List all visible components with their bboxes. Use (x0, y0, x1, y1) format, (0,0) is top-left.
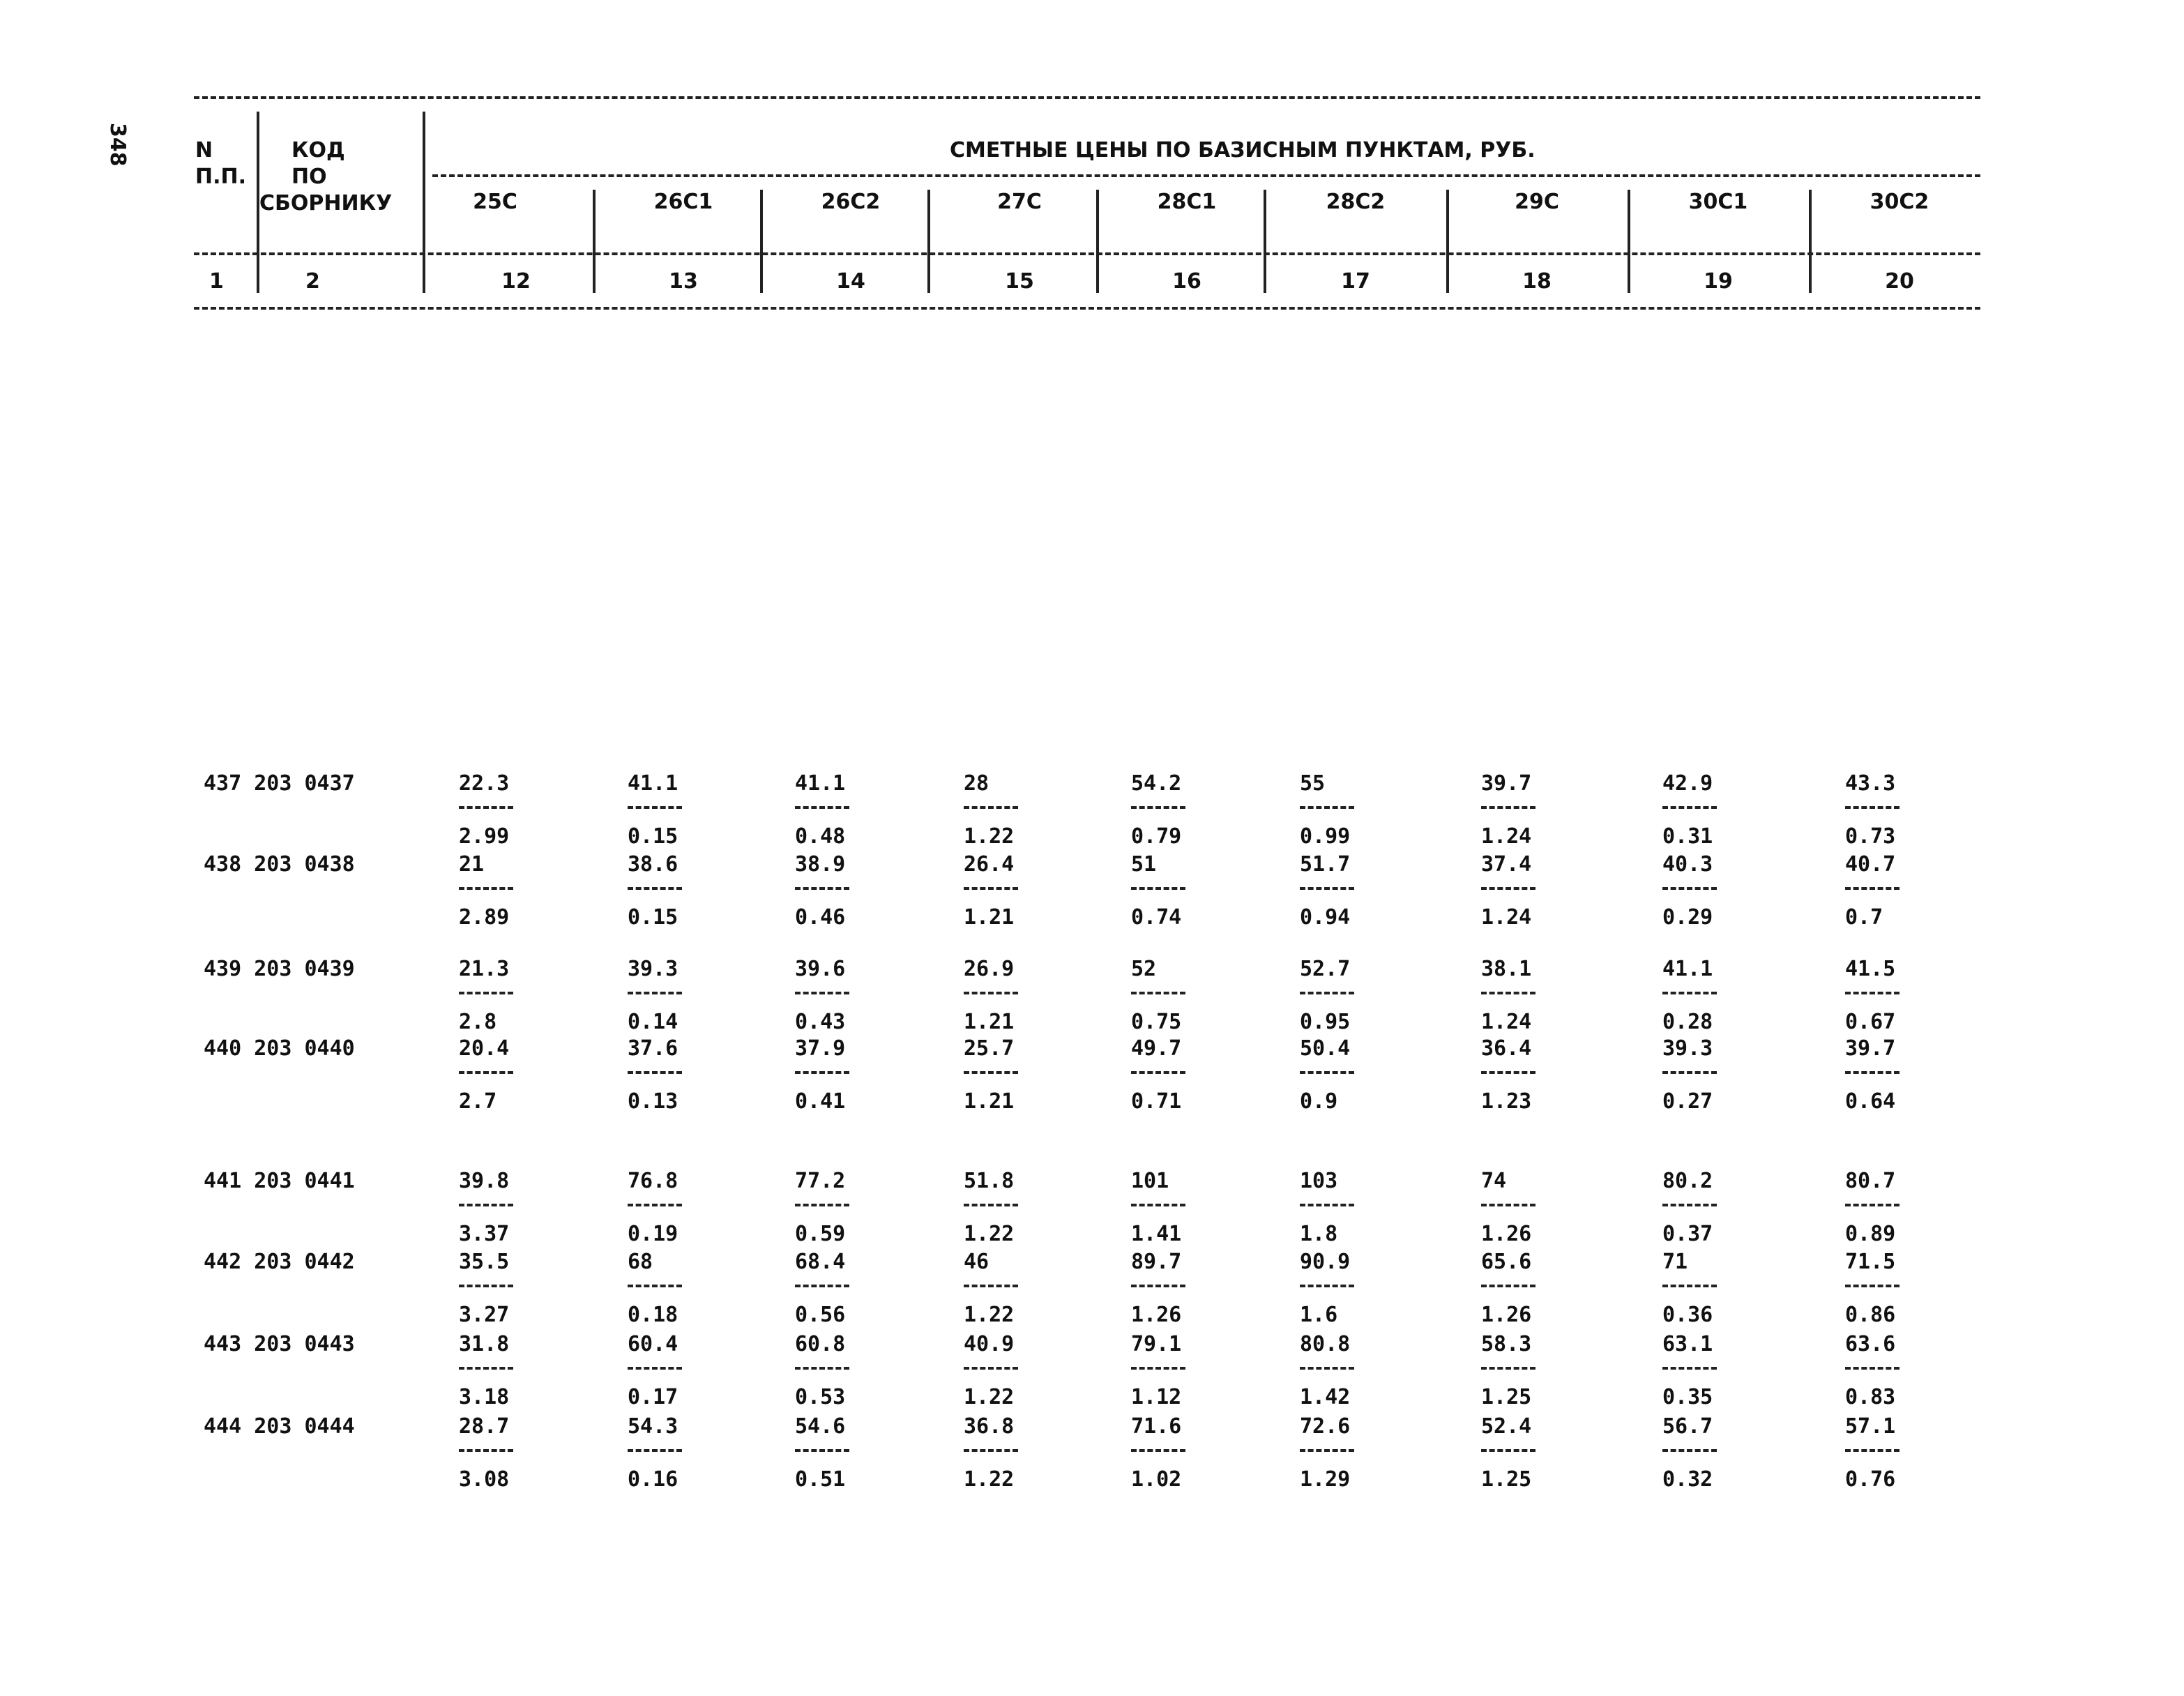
price-value: 80.8 (1300, 1332, 1351, 1356)
price-subvalue: 0.64 (1845, 1089, 1896, 1114)
column-header: 30С1 (1688, 190, 1748, 214)
price-subvalue: 0.83 (1845, 1385, 1896, 1409)
row-number: 437 (204, 771, 242, 796)
price-value: 50.4 (1300, 1036, 1351, 1061)
header-bottom-rule (194, 307, 1980, 310)
column-header: 26С2 (821, 190, 881, 214)
price-subvalue: 0.67 (1845, 1010, 1896, 1034)
price-value: 36.4 (1481, 1036, 1532, 1061)
price-subvalue: 1.22 (964, 1222, 1015, 1246)
price-value: 52.7 (1300, 957, 1351, 981)
column-number: 12 (501, 269, 531, 294)
price-subvalue: 1.8 (1300, 1222, 1338, 1246)
price-subvalue: 0.15 (628, 824, 678, 849)
price-value: 63.6 (1845, 1332, 1896, 1356)
fraction-line (459, 1285, 513, 1287)
price-subvalue: 1.25 (1481, 1467, 1532, 1492)
fraction-line (1481, 1449, 1535, 1452)
fraction-line (628, 1071, 682, 1074)
fraction-line (459, 1071, 513, 1074)
fraction-line (964, 992, 1018, 994)
price-subvalue: 0.56 (795, 1303, 846, 1327)
price-value: 40.3 (1662, 852, 1713, 877)
row-number: 441 (204, 1169, 242, 1193)
price-value: 51.7 (1300, 852, 1351, 877)
price-value: 49.7 (1131, 1036, 1182, 1061)
price-subvalue: 0.16 (628, 1467, 678, 1492)
fraction-line (1481, 887, 1535, 890)
fraction-line (1662, 1285, 1717, 1287)
row-number: 442 (204, 1250, 242, 1274)
fraction-line (1845, 1285, 1899, 1287)
fraction-line (1845, 806, 1899, 809)
fraction-line (628, 1367, 682, 1370)
price-subvalue: 0.75 (1131, 1010, 1182, 1034)
fraction-line (628, 992, 682, 994)
fraction-line (628, 1285, 682, 1287)
row-code: 203 0439 (254, 957, 355, 981)
price-value: 39.6 (795, 957, 846, 981)
column-number: 2 (305, 269, 320, 294)
fraction-line (1481, 992, 1535, 994)
price-value: 20.4 (459, 1036, 510, 1061)
fraction-line (459, 1367, 513, 1370)
column-header: 29С (1515, 190, 1559, 214)
header-n: N (195, 138, 213, 162)
price-value: 90.9 (1300, 1250, 1351, 1274)
fraction-line (628, 1449, 682, 1452)
price-subvalue: 0.53 (795, 1385, 846, 1409)
price-subvalue: 1.26 (1481, 1303, 1532, 1327)
price-value: 39.8 (459, 1169, 510, 1193)
price-subvalue: 0.13 (628, 1089, 678, 1114)
row-code: 203 0441 (254, 1169, 355, 1193)
price-subvalue: 0.86 (1845, 1303, 1896, 1327)
row-code: 203 0438 (254, 852, 355, 877)
price-subvalue: 0.37 (1662, 1222, 1713, 1246)
row-number-code (204, 957, 355, 981)
price-subvalue: 0.48 (795, 824, 846, 849)
price-value: 39.7 (1481, 771, 1532, 796)
fraction-line (1662, 992, 1717, 994)
price-value: 39.3 (628, 957, 678, 981)
price-subvalue: 1.24 (1481, 1010, 1532, 1034)
fraction-line (1662, 1204, 1717, 1206)
row-number: 443 (204, 1332, 242, 1356)
price-value: 103 (1300, 1169, 1338, 1193)
fraction-line (1131, 1367, 1185, 1370)
price-subvalue: 1.21 (964, 905, 1015, 930)
price-subvalue: 1.41 (1131, 1222, 1182, 1246)
fraction-line (1131, 1449, 1185, 1452)
fraction-line (1300, 1449, 1354, 1452)
price-subvalue: 0.31 (1662, 824, 1713, 849)
fraction-line (1300, 806, 1354, 809)
price-value: 39.3 (1662, 1036, 1713, 1061)
fraction-line (1300, 1071, 1354, 1074)
price-value: 56.7 (1662, 1414, 1713, 1439)
fraction-line (1300, 1367, 1354, 1370)
price-value: 101 (1131, 1169, 1169, 1193)
price-subvalue: 0.29 (1662, 905, 1713, 930)
price-subvalue: 0.32 (1662, 1467, 1713, 1492)
price-value: 54.2 (1131, 771, 1182, 796)
price-subvalue: 1.6 (1300, 1303, 1338, 1327)
column-number: 17 (1341, 269, 1370, 294)
row-number-code (204, 1036, 355, 1061)
fraction-line (795, 806, 849, 809)
column-header: 27С (997, 190, 1042, 214)
price-subvalue: 0.76 (1845, 1467, 1896, 1492)
price-subvalue: 0.94 (1300, 905, 1351, 930)
fraction-line (1662, 1449, 1717, 1452)
price-value: 51 (1131, 852, 1157, 877)
fraction-line (1845, 1071, 1899, 1074)
sep-col-18 (1446, 190, 1449, 293)
price-value: 28.7 (459, 1414, 510, 1439)
price-subvalue: 1.24 (1481, 905, 1532, 930)
fraction-line (964, 887, 1018, 890)
fraction-line (1481, 806, 1535, 809)
fraction-line (795, 992, 849, 994)
price-value: 54.3 (628, 1414, 678, 1439)
fraction-line (795, 1204, 849, 1206)
fraction-line (1845, 992, 1899, 994)
price-value: 58.3 (1481, 1332, 1532, 1356)
price-value: 51.8 (964, 1169, 1015, 1193)
price-subvalue: 0.71 (1131, 1089, 1182, 1114)
price-value: 41.5 (1845, 957, 1896, 981)
price-value: 31.8 (459, 1332, 510, 1356)
price-value: 22.3 (459, 771, 510, 796)
price-subvalue: 1.22 (964, 1467, 1015, 1492)
price-subvalue: 0.74 (1131, 905, 1182, 930)
row-code: 203 0443 (254, 1332, 355, 1356)
sep-col-19 (1628, 190, 1630, 293)
price-value: 42.9 (1662, 771, 1713, 796)
price-value: 36.8 (964, 1414, 1015, 1439)
column-number: 1 (209, 269, 224, 294)
price-value: 38.6 (628, 852, 678, 877)
fraction-line (795, 1449, 849, 1452)
price-subvalue: 0.59 (795, 1222, 846, 1246)
price-subvalue: 0.99 (1300, 824, 1351, 849)
fraction-line (1131, 887, 1185, 890)
price-subvalue: 1.22 (964, 1303, 1015, 1327)
price-value: 38.1 (1481, 957, 1532, 981)
price-value: 57.1 (1845, 1414, 1896, 1439)
price-value: 43.3 (1845, 771, 1896, 796)
price-value: 74 (1481, 1169, 1507, 1193)
price-subvalue: 1.42 (1300, 1385, 1351, 1409)
fraction-line (459, 887, 513, 890)
price-subvalue: 1.21 (964, 1010, 1015, 1034)
row-number: 438 (204, 852, 242, 877)
price-value: 41.1 (1662, 957, 1713, 981)
header-top-rule (194, 96, 1980, 99)
price-value: 76.8 (628, 1169, 678, 1193)
fraction-line (1300, 1285, 1354, 1287)
price-value: 77.2 (795, 1169, 846, 1193)
price-subvalue: 1.22 (964, 1385, 1015, 1409)
price-subvalue: 1.26 (1131, 1303, 1182, 1327)
price-value: 41.1 (795, 771, 846, 796)
price-subvalue: 0.18 (628, 1303, 678, 1327)
fraction-line (1662, 806, 1717, 809)
row-code: 203 0437 (254, 771, 355, 796)
price-value: 26.9 (964, 957, 1015, 981)
column-header: 25С (473, 190, 517, 214)
column-number: 18 (1522, 269, 1552, 294)
fraction-line (1300, 992, 1354, 994)
fraction-line (1662, 1367, 1717, 1370)
price-subvalue: 0.41 (795, 1089, 846, 1114)
column-number: 16 (1172, 269, 1201, 294)
row-number-code (204, 852, 355, 877)
price-value: 41.1 (628, 771, 678, 796)
price-subvalue: 2.99 (459, 824, 510, 849)
column-header: 26С1 (653, 190, 713, 214)
fraction-line (1481, 1285, 1535, 1287)
fraction-line (628, 806, 682, 809)
price-subvalue: 0.79 (1131, 824, 1182, 849)
fraction-line (1481, 1071, 1535, 1074)
column-header: 28С1 (1157, 190, 1217, 214)
price-value: 63.1 (1662, 1332, 1713, 1356)
price-subvalue: 0.51 (795, 1467, 846, 1492)
row-code: 203 0444 (254, 1414, 355, 1439)
fraction-line (1300, 887, 1354, 890)
price-value: 60.4 (628, 1332, 678, 1356)
price-subvalue: 3.37 (459, 1222, 510, 1246)
price-value: 60.8 (795, 1332, 846, 1356)
fraction-line (795, 1367, 849, 1370)
fraction-line (1300, 1204, 1354, 1206)
price-subvalue: 2.7 (459, 1089, 497, 1114)
price-value: 39.7 (1845, 1036, 1896, 1061)
header-po: ПО (291, 165, 327, 189)
price-value: 21.3 (459, 957, 510, 981)
price-value: 35.5 (459, 1250, 510, 1274)
fraction-line (964, 1367, 1018, 1370)
row-number-code (204, 1414, 355, 1439)
price-value: 89.7 (1131, 1250, 1182, 1274)
price-value: 40.9 (964, 1332, 1015, 1356)
price-value: 52 (1131, 957, 1157, 981)
row-number-code (204, 771, 355, 796)
price-subvalue: 0.28 (1662, 1010, 1713, 1034)
fraction-line (964, 1071, 1018, 1074)
price-subvalue: 0.7 (1845, 905, 1883, 930)
fraction-line (1131, 1285, 1185, 1287)
price-value: 21 (459, 852, 485, 877)
header-kod: КОД (291, 138, 345, 162)
fraction-line (1845, 887, 1899, 890)
price-subvalue: 0.73 (1845, 824, 1896, 849)
price-value: 52.4 (1481, 1414, 1532, 1439)
price-subvalue: 0.95 (1300, 1010, 1351, 1034)
price-value: 37.9 (795, 1036, 846, 1061)
header-mid-rule (432, 174, 1980, 177)
price-subvalue: 1.24 (1481, 824, 1532, 849)
price-subvalue: 2.8 (459, 1010, 497, 1034)
price-subvalue: 0.17 (628, 1385, 678, 1409)
fraction-line (964, 806, 1018, 809)
column-number: 15 (1005, 269, 1034, 294)
price-value: 79.1 (1131, 1332, 1182, 1356)
price-value: 37.6 (628, 1036, 678, 1061)
fraction-line (795, 887, 849, 890)
row-number-code (204, 1332, 355, 1356)
row-code: 203 0440 (254, 1036, 355, 1061)
row-number-code (204, 1250, 355, 1274)
row-number: 439 (204, 957, 242, 981)
price-subvalue: 0.89 (1845, 1222, 1896, 1246)
row-number-code (204, 1169, 355, 1193)
price-subvalue: 3.08 (459, 1467, 510, 1492)
column-number: 19 (1704, 269, 1733, 294)
price-subvalue: 1.25 (1481, 1385, 1532, 1409)
price-subvalue: 1.26 (1481, 1222, 1532, 1246)
column-number: 20 (1885, 269, 1914, 294)
header-pp: П.П. (195, 165, 247, 189)
price-value: 38.9 (795, 852, 846, 877)
price-value: 71.5 (1845, 1250, 1896, 1274)
price-subvalue: 0.15 (628, 905, 678, 930)
fraction-line (628, 1204, 682, 1206)
page-number: 348 (105, 123, 130, 167)
price-subvalue: 0.46 (795, 905, 846, 930)
fraction-line (1845, 1367, 1899, 1370)
price-value: 72.6 (1300, 1414, 1351, 1439)
price-value: 37.4 (1481, 852, 1532, 877)
price-subvalue: 0.19 (628, 1222, 678, 1246)
price-subvalue: 2.89 (459, 905, 510, 930)
fraction-line (1481, 1367, 1535, 1370)
price-subvalue: 0.9 (1300, 1089, 1338, 1114)
fraction-line (964, 1449, 1018, 1452)
price-value: 68.4 (795, 1250, 846, 1274)
header-subrule-left (194, 252, 1980, 255)
sep-col-20 (1809, 190, 1812, 293)
fraction-line (964, 1204, 1018, 1206)
price-value: 55 (1300, 771, 1326, 796)
price-value: 26.4 (964, 852, 1015, 877)
fraction-line (1662, 1071, 1717, 1074)
price-subvalue: 1.22 (964, 824, 1015, 849)
fraction-line (1131, 992, 1185, 994)
price-subvalue: 0.36 (1662, 1303, 1713, 1327)
fraction-line (964, 1285, 1018, 1287)
fraction-line (1845, 1449, 1899, 1452)
fraction-line (459, 1204, 513, 1206)
header-sborniku: СБОРНИКУ (259, 191, 393, 215)
price-subvalue: 0.43 (795, 1010, 846, 1034)
price-value: 65.6 (1481, 1250, 1532, 1274)
fraction-line (1131, 806, 1185, 809)
price-value: 71 (1662, 1250, 1688, 1274)
column-number: 14 (836, 269, 865, 294)
row-number: 440 (204, 1036, 242, 1061)
column-header: 30С2 (1870, 190, 1929, 214)
price-subvalue: 0.27 (1662, 1089, 1713, 1114)
column-number: 13 (669, 269, 698, 294)
fraction-line (1845, 1204, 1899, 1206)
price-subvalue: 1.02 (1131, 1467, 1182, 1492)
column-header: 28С2 (1326, 190, 1386, 214)
fraction-line (459, 806, 513, 809)
price-value: 28 (964, 771, 989, 796)
fraction-line (1131, 1204, 1185, 1206)
price-subvalue: 1.12 (1131, 1385, 1182, 1409)
price-subvalue: 1.21 (964, 1089, 1015, 1114)
price-value: 54.6 (795, 1414, 846, 1439)
row-number: 444 (204, 1414, 242, 1439)
price-value: 40.7 (1845, 852, 1896, 877)
header-title: СМЕТНЫЕ ЦЕНЫ ПО БАЗИСНЫМ ПУНКТАМ, РУБ. (950, 138, 1535, 162)
price-subvalue: 0.14 (628, 1010, 678, 1034)
fraction-line (459, 1449, 513, 1452)
price-value: 68 (628, 1250, 653, 1274)
price-subvalue: 1.23 (1481, 1089, 1532, 1114)
price-subvalue: 1.29 (1300, 1467, 1351, 1492)
row-code: 203 0442 (254, 1250, 355, 1274)
fraction-line (1131, 1071, 1185, 1074)
price-value: 25.7 (964, 1036, 1015, 1061)
fraction-line (795, 1285, 849, 1287)
fraction-line (1481, 1204, 1535, 1206)
price-value: 71.6 (1131, 1414, 1182, 1439)
fraction-line (795, 1071, 849, 1074)
price-value: 80.7 (1845, 1169, 1896, 1193)
fraction-line (459, 992, 513, 994)
price-subvalue: 3.18 (459, 1385, 510, 1409)
price-value: 80.2 (1662, 1169, 1713, 1193)
price-subvalue: 0.35 (1662, 1385, 1713, 1409)
price-value: 46 (964, 1250, 989, 1274)
fraction-line (628, 887, 682, 890)
price-subvalue: 3.27 (459, 1303, 510, 1327)
fraction-line (1662, 887, 1717, 890)
